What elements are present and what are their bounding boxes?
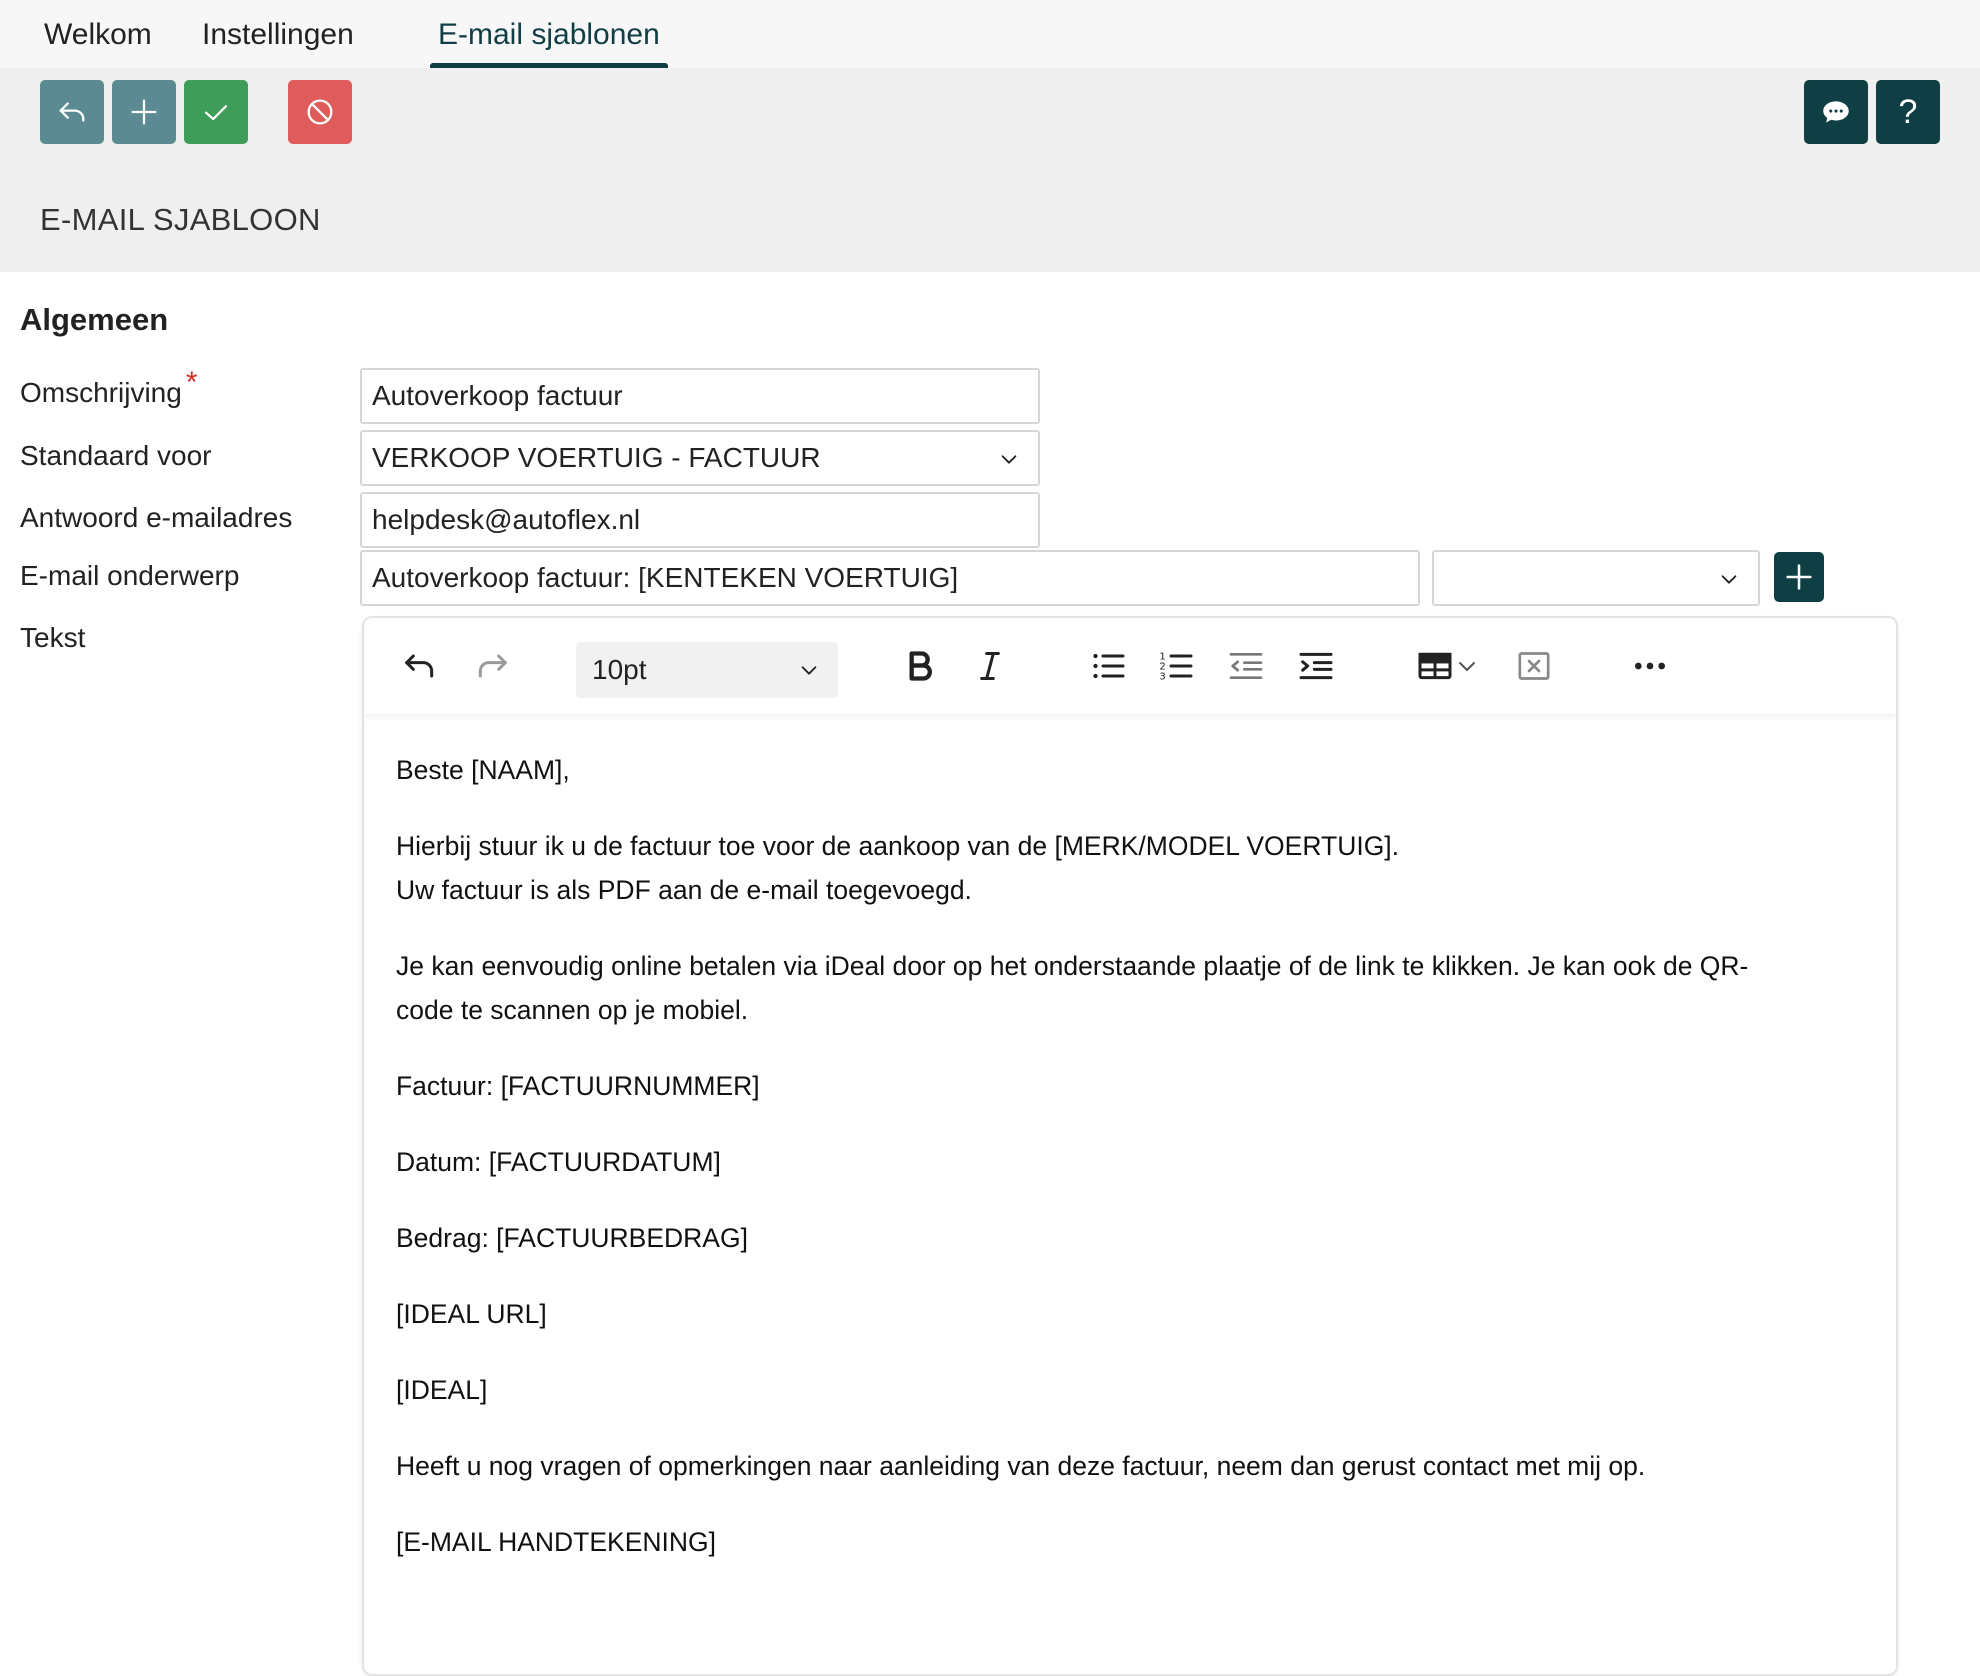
- clear-format-icon: [1514, 646, 1554, 686]
- page-title: E-MAIL SJABLOON: [40, 202, 321, 237]
- editor-line: [IDEAL URL]: [396, 1299, 547, 1329]
- cancel-icon: [303, 95, 337, 129]
- bold-icon: [900, 646, 940, 686]
- tekst-label: Tekst: [20, 622, 86, 653]
- chat-icon: [1819, 95, 1853, 129]
- more-icon: [1630, 646, 1670, 686]
- antwoord-label: Antwoord e-mailadres: [20, 502, 293, 533]
- table-button[interactable]: [1412, 644, 1482, 688]
- onderwerp-label: E-mail onderwerp: [20, 560, 240, 591]
- onderwerp-input[interactable]: Autoverkoop factuur: [KENTEKEN VOERTUIG]: [360, 550, 1420, 606]
- editor-line: code te scannen op je mobiel.: [396, 995, 749, 1025]
- save-button[interactable]: [184, 80, 248, 144]
- font-size-select[interactable]: [576, 642, 838, 698]
- standaard-label: Standaard voor: [20, 440, 212, 471]
- editor-line: Uw factuur is als PDF aan de e-mail toegevoegd.: [396, 875, 972, 905]
- tab-email-sjablonen[interactable]: E-mail sjablonen: [430, 0, 668, 68]
- outdent-button[interactable]: [1224, 644, 1268, 688]
- add-button[interactable]: [112, 80, 176, 144]
- indent-button[interactable]: [1294, 644, 1338, 688]
- chevron-down-icon: [998, 448, 1020, 470]
- chevron-down-icon: [798, 659, 820, 681]
- svg-text:2: 2: [1159, 661, 1166, 673]
- chevron-down-icon: [1455, 654, 1479, 678]
- undo-icon: [400, 646, 440, 686]
- back-button[interactable]: [40, 80, 104, 144]
- editor-line: [IDEAL]: [396, 1375, 488, 1405]
- chat-button[interactable]: [1804, 80, 1868, 144]
- rich-text-editor: [362, 616, 1898, 1676]
- outdent-icon: [1226, 646, 1266, 686]
- toolbar-band: [0, 68, 1980, 272]
- clear-formatting-button[interactable]: [1512, 644, 1556, 688]
- help-button[interactable]: [1876, 80, 1940, 144]
- cancel-button[interactable]: [288, 80, 352, 144]
- svg-text:3: 3: [1159, 671, 1166, 683]
- bullet-list-button[interactable]: [1086, 644, 1130, 688]
- italic-button[interactable]: [968, 644, 1012, 688]
- editor-line: Factuur: [FACTUURNUMMER]: [396, 1071, 760, 1101]
- standaard-select-value: VERKOOP VOERTUIG - FACTUUR: [372, 442, 821, 473]
- more-button[interactable]: [1628, 644, 1672, 688]
- check-icon: [199, 95, 233, 129]
- tab-instellingen[interactable]: Instellingen: [202, 18, 354, 51]
- editor-line: Bedrag: [FACTUURBEDRAG]: [396, 1223, 748, 1253]
- table-icon: [1415, 646, 1455, 686]
- antwoord-input[interactable]: helpdesk@autoflex.nl: [360, 492, 1040, 548]
- font-size-value: 10pt: [592, 654, 647, 685]
- bold-button[interactable]: [898, 644, 942, 688]
- editor-line: [E-MAIL HANDTEKENING]: [396, 1527, 717, 1557]
- standaard-select[interactable]: [360, 430, 1040, 486]
- help-icon: ?: [1898, 92, 1918, 131]
- numbered-list-icon: [1156, 646, 1196, 686]
- add-variable-button[interactable]: [1774, 552, 1824, 602]
- redo-icon: [472, 646, 512, 686]
- bullet-list-icon: [1088, 646, 1128, 686]
- onderwerp-variable-select[interactable]: [1432, 550, 1760, 606]
- plus-icon: [1782, 560, 1816, 594]
- omschrijving-label: [20, 366, 198, 410]
- undo-button[interactable]: [398, 644, 442, 688]
- numbered-list-button[interactable]: [1154, 644, 1198, 688]
- italic-icon: [970, 646, 1010, 686]
- plus-icon: [127, 95, 161, 129]
- chevron-down-icon: [1718, 568, 1740, 590]
- tab-bar: [0, 0, 1980, 68]
- required-marker: *: [185, 366, 198, 399]
- editor-line: Hierbij stuur ik u de factuur toe voor de aankoop van de [MERK/MODEL VOERTUIG].: [396, 831, 1400, 861]
- editor-line: Je kan eenvoudig online betalen via iDeal door op het onderstaande plaatje of de link te klikken. Je kan ook de QR-: [396, 951, 1749, 981]
- svg-text:1: 1: [1159, 651, 1166, 663]
- indent-icon: [1296, 646, 1336, 686]
- editor-line: Beste [NAAM],: [396, 755, 570, 785]
- omschrijving-label-text: Omschrijving: [20, 377, 182, 408]
- omschrijving-input[interactable]: Autoverkoop factuur: [360, 368, 1040, 424]
- editor-line: Datum: [FACTUURDATUM]: [396, 1147, 721, 1177]
- redo-button[interactable]: [470, 644, 514, 688]
- editor-line: Heeft u nog vragen of opmerkingen naar aanleiding van deze factuur, neem dan gerust contact met mij op.: [396, 1451, 1646, 1481]
- editor-toolbar: [364, 618, 1896, 714]
- back-icon: [55, 95, 89, 129]
- section-title: Algemeen: [20, 302, 169, 337]
- tab-welkom[interactable]: Welkom: [44, 18, 152, 51]
